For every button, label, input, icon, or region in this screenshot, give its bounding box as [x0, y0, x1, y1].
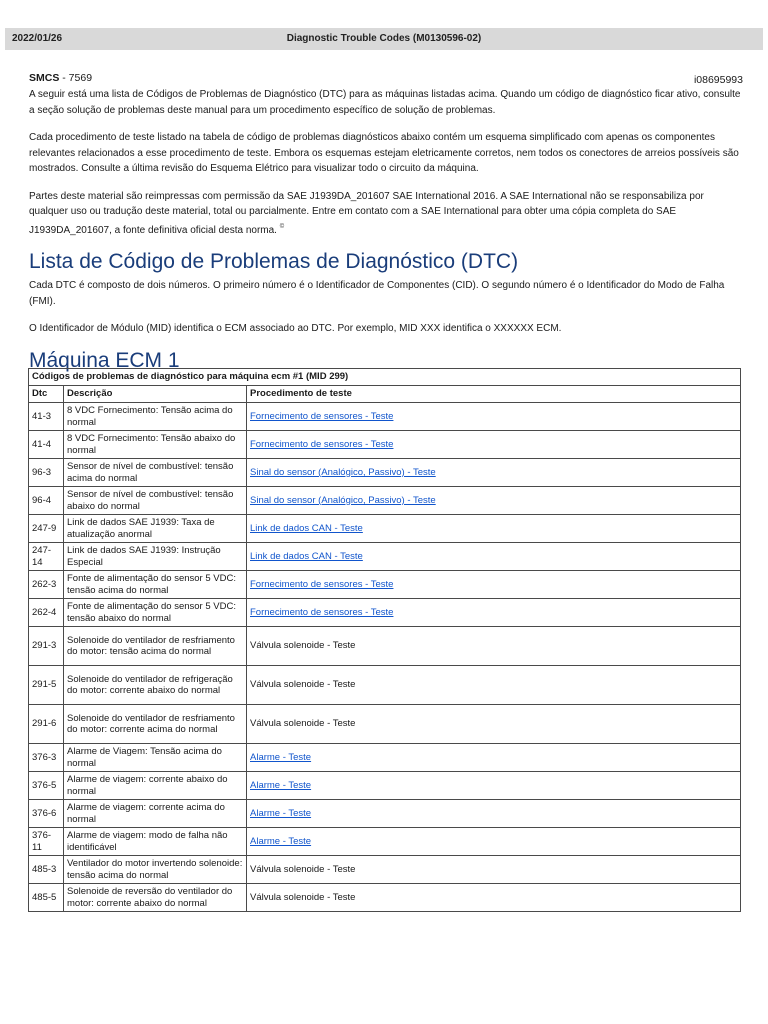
table-row: [29, 744, 741, 772]
dtc-description-cell: 8 VDC Fornecimento: Tensão abaixo do normal: [64, 431, 247, 459]
table-row: [29, 856, 741, 884]
dtc-code-cell: 41-3: [29, 403, 64, 431]
table-row: [29, 515, 741, 543]
smcs-value: - 7569: [59, 72, 93, 84]
dtc-code-cell: 247-14: [29, 543, 64, 571]
dtc-description-cell: Alarme de viagem: corrente abaixo do normal: [64, 772, 247, 800]
dtc-description-cell: Solenoide do ventilador de resfriamento do motor: tensão acima do normal: [64, 627, 247, 666]
table-row: [29, 543, 741, 571]
image-id: i08695993: [693, 74, 743, 86]
table-row: [29, 431, 741, 459]
dtc-description-cell: Fonte de alimentação do sensor 5 VDC: tensão abaixo do normal: [64, 599, 247, 627]
dtc-description-cell: Solenoide de reversão do ventilador do motor: corrente abaixo do normal: [64, 884, 247, 912]
dtc-code-cell: 291-6: [29, 705, 64, 744]
smcs-line: [29, 72, 741, 86]
test-procedure-cell: Válvula solenoide - Teste: [247, 705, 741, 744]
dtc-code-cell: 291-3: [29, 627, 64, 666]
test-procedure-cell: [247, 403, 741, 431]
dtc-table: [28, 368, 741, 912]
test-procedure-cell: [247, 772, 741, 800]
test-procedure-link[interactable]: Alarme - Teste: [250, 779, 312, 791]
test-procedure-link[interactable]: Fornecimento de sensores - Teste: [250, 438, 394, 450]
dtc-code-cell: 247-9: [29, 515, 64, 543]
test-procedure-link[interactable]: Alarme - Teste: [250, 835, 312, 847]
dtc-code-cell: 96-3: [29, 459, 64, 487]
dtc-code-cell: 262-3: [29, 571, 64, 599]
document-body: [29, 72, 741, 374]
table-row: [29, 403, 741, 431]
test-procedure-cell: [247, 543, 741, 571]
test-procedure-cell: [247, 828, 741, 856]
table-header-row: [29, 386, 741, 403]
test-procedure-cell: [247, 744, 741, 772]
page-header-bar: [5, 28, 763, 50]
copyright-mark: ©: [279, 223, 285, 230]
column-header-dtc: Dtc: [29, 386, 64, 403]
dtc-code-cell: 376-3: [29, 744, 64, 772]
table-row: [29, 599, 741, 627]
test-procedure-link[interactable]: Alarme - Teste: [250, 807, 312, 819]
print-date: 2022/01/26: [12, 33, 63, 44]
test-procedure-link[interactable]: Fornecimento de sensores - Teste: [250, 578, 394, 590]
test-procedure-cell: [247, 459, 741, 487]
table-row: [29, 705, 741, 744]
table-row: [29, 772, 741, 800]
document-title: Diagnostic Trouble Codes (M0130596-02): [286, 33, 482, 44]
column-header-description: Descrição: [64, 386, 247, 403]
table-row: [29, 800, 741, 828]
test-procedure-cell: [247, 571, 741, 599]
intro-paragraph: A seguir está uma lista de Códigos de Problemas de Diagnóstico (DTC) para as máquinas listadas acima. Quando um código de diagnóstico ficar ativo, consulte a seção solução de problemas deste manual para um procedimento específico de solução de problemas.: [29, 89, 741, 116]
table-row: [29, 884, 741, 912]
dtc-description-cell: 8 VDC Fornecimento: Tensão acima do normal: [64, 403, 247, 431]
machine-ecm-heading: Máquina ECM 1: [29, 348, 180, 372]
test-procedure-cell: [247, 599, 741, 627]
test-procedure-cell: Válvula solenoide - Teste: [247, 856, 741, 884]
dtc-code-cell: 41-4: [29, 431, 64, 459]
dtc-code-cell: 376-5: [29, 772, 64, 800]
dtc-description-cell: Alarme de viagem: corrente acima do normal: [64, 800, 247, 828]
test-procedure-link[interactable]: Alarme - Teste: [250, 751, 312, 763]
dtc-code-cell: 376-6: [29, 800, 64, 828]
test-procedure-cell: Válvula solenoide - Teste: [247, 666, 741, 705]
test-procedure-cell: [247, 487, 741, 515]
dtc-description-cell: Fonte de alimentação do sensor 5 VDC: tensão acima do normal: [64, 571, 247, 599]
table-row: [29, 571, 741, 599]
procedure-paragraph: Cada procedimento de teste listado na tabela de código de problemas diagnósticos abaixo contém um esquema simplificado com apenas os componentes relevantes relacionados a esse procedimento de teste. Embora os esquemas estejam eletricamente corretos, nem todos os conectores de arreios possíveis são mostrados. Consulte a última revisão do Esquema Elétrico para visualizar todo o circuito da máquina.: [29, 132, 739, 174]
sae-text: Partes deste material são reimpressas com permissão da SAE J1939DA_201607 SAE International 2016. A SAE International não se responsabiliza por qualquer uso ou tradução deste material, total ou parcialmente. Entre em contato com a SAE International para obter uma cópia completa do SAE J1939DA_201607, a fonte definitiva oficial desta norma.: [29, 190, 704, 236]
dtc-code-cell: 291-5: [29, 666, 64, 705]
dtc-description-cell: Alarme de Viagem: Tensão acima do normal: [64, 744, 247, 772]
dtc-code-cell: 376-11: [29, 828, 64, 856]
dtc-code-cell: 96-4: [29, 487, 64, 515]
dtc-list-heading: Lista de Código de Problemas de Diagnóstico (DTC): [29, 250, 519, 273]
table-caption: Códigos de problemas de diagnóstico para máquina ecm #1 (MID 299): [29, 369, 741, 386]
table-row: [29, 666, 741, 705]
dtc-description-cell: Link de dados SAE J1939: Instrução Especial: [64, 543, 247, 571]
test-procedure-cell: [247, 800, 741, 828]
test-procedure-link[interactable]: Sinal do sensor (Analógico, Passivo) - Teste: [250, 466, 436, 478]
dtc-description-cell: Solenoide do ventilador de refrigeração do motor: corrente abaixo do normal: [64, 666, 247, 705]
test-procedure-link[interactable]: Sinal do sensor (Analógico, Passivo) - Teste: [250, 494, 436, 506]
dtc-code-cell: 485-5: [29, 884, 64, 912]
test-procedure-link[interactable]: Link de dados CAN - Teste: [250, 550, 363, 562]
dtc-description-cell: Link de dados SAE J1939: Taxa de atualização anormal: [64, 515, 247, 543]
test-procedure-cell: Válvula solenoide - Teste: [247, 884, 741, 912]
test-procedure-cell: [247, 431, 741, 459]
test-procedure-link[interactable]: Fornecimento de sensores - Teste: [250, 410, 394, 422]
test-procedure-link[interactable]: Fornecimento de sensores - Teste: [250, 606, 394, 618]
dtc-description-cell: Alarme de viagem: modo de falha não identificável: [64, 828, 247, 856]
dtc-description-cell: Sensor de nível de combustível: tensão acima do normal: [64, 459, 247, 487]
table-row: [29, 828, 741, 856]
smcs-label: SMCS: [29, 72, 60, 84]
dtc-description-cell: Sensor de nível de combustível: tensão abaixo do normal: [64, 487, 247, 515]
table-row: [29, 627, 741, 666]
dtc-description-cell: Ventilador do motor invertendo solenoide: tensão acima do normal: [64, 856, 247, 884]
test-procedure-cell: [247, 515, 741, 543]
column-header-procedure: Procedimento de teste: [247, 386, 741, 403]
test-procedure-link[interactable]: Link de dados CAN - Teste: [250, 522, 363, 534]
test-procedure-cell: Válvula solenoide - Teste: [247, 627, 741, 666]
dtc-code-cell: 262-4: [29, 599, 64, 627]
dtc-code-cell: 485-3: [29, 856, 64, 884]
dtc-description-cell: Solenoide do ventilador de resfriamento do motor: corrente acima do normal: [64, 705, 247, 744]
mid-paragraph: O Identificador de Módulo (MID) identifica o ECM associado ao DTC. Por exemplo, MID XXX identifica o XXXXXX ECM.: [29, 323, 562, 334]
table-caption-row: [29, 369, 741, 386]
table-row: [29, 487, 741, 515]
sae-paragraph: [29, 189, 741, 239]
dtc-composition-paragraph: Cada DTC é composto de dois números. O primeiro número é o Identificador de Componentes (CID). O segundo número é o Identificador do Modo de Falha (FMI).: [29, 280, 725, 307]
table-row: [29, 459, 741, 487]
